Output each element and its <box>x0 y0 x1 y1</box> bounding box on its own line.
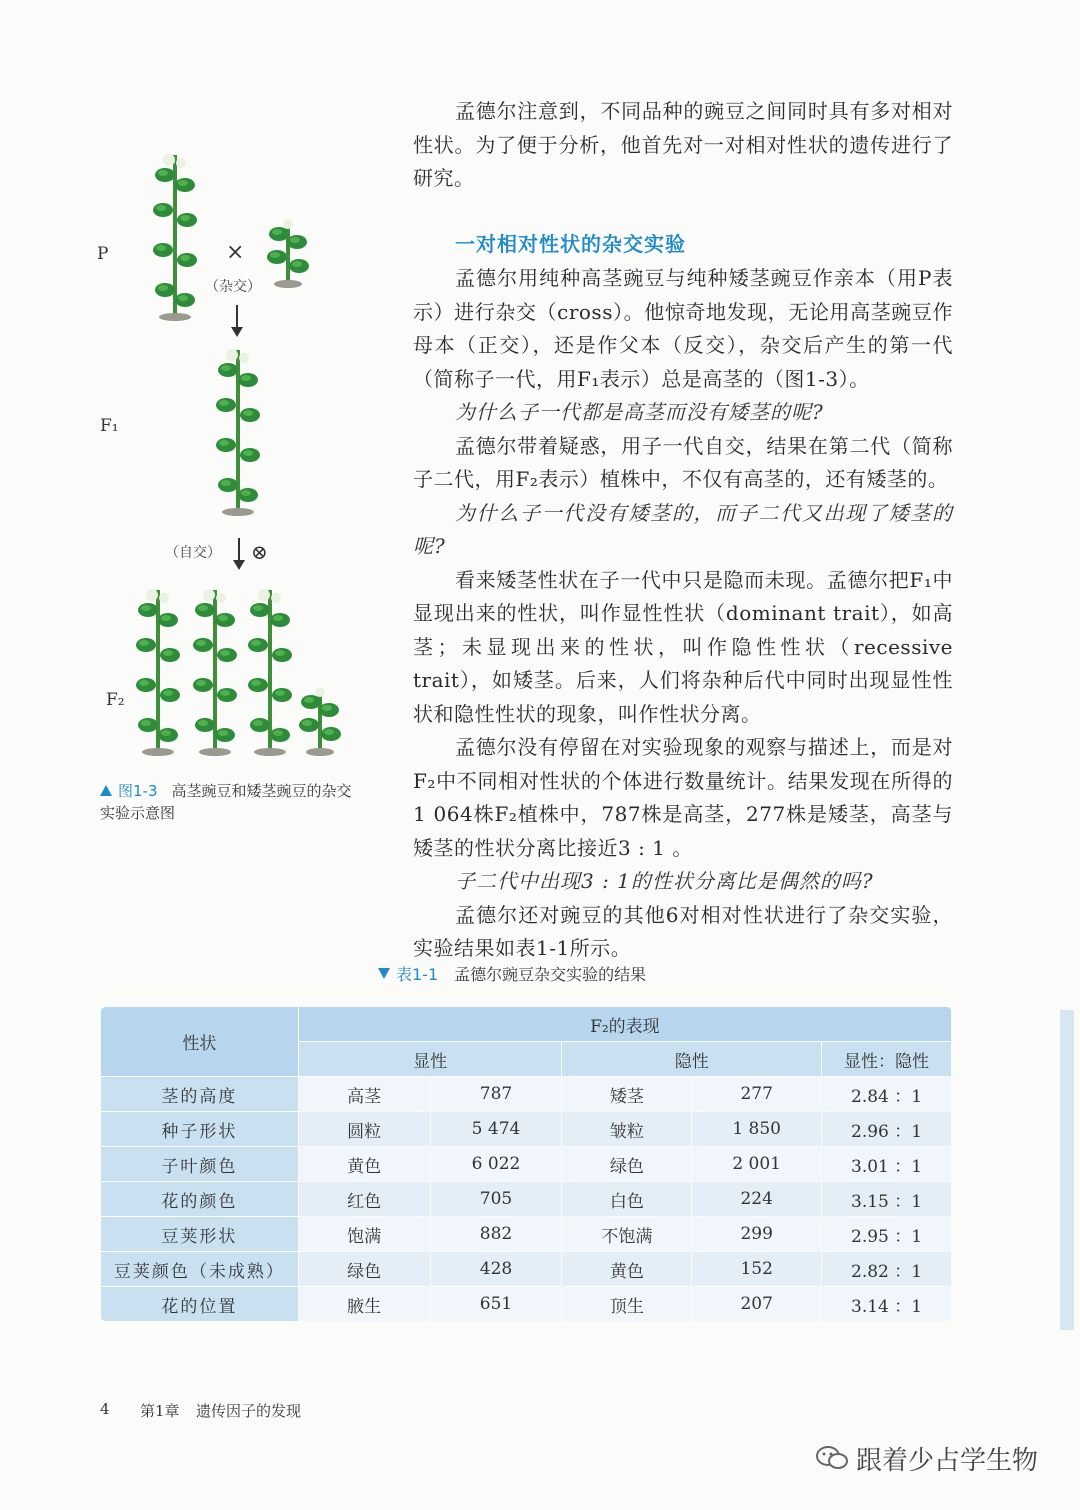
ratio-cell: 3.14 ：1 <box>822 1287 952 1322</box>
table-title-text: 孟德尔豌豆杂交实验的结果 <box>454 965 647 984</box>
ratio-cell: 3.15 ：1 <box>822 1182 952 1217</box>
results-table <box>100 1006 952 1322</box>
pea-plant-figure <box>120 140 380 780</box>
dominant-count: 882 <box>430 1217 562 1252</box>
dominant-cell: 黄色 <box>298 1147 430 1182</box>
table-row <box>101 1112 952 1147</box>
recessive-cell: 顶生 <box>562 1287 692 1322</box>
body-text <box>413 262 953 966</box>
question-1: 为什么子一代都是高茎而没有矮茎的呢? <box>455 400 824 424</box>
cross-symbol: × <box>226 240 245 265</box>
wechat-icon <box>816 1446 848 1470</box>
trait-cell: 子叶颜色 <box>101 1147 299 1182</box>
table-row <box>101 1182 952 1217</box>
header-recessive: 隐性 <box>562 1042 822 1077</box>
table-triangle-icon <box>378 968 390 979</box>
trait-cell: 豆荚形状 <box>101 1217 299 1252</box>
dominant-count: 5 474 <box>430 1112 562 1147</box>
recessive-count: 224 <box>692 1182 822 1217</box>
page-edge-bar <box>1060 1010 1074 1330</box>
intro-paragraph <box>413 95 953 196</box>
recessive-count: 207 <box>692 1287 822 1322</box>
ratio-cell: 2.84 ：1 <box>822 1077 952 1112</box>
figure-caption-text: 高茎豌豆和矮茎豌豆的杂交实验示意图 <box>100 782 352 822</box>
dominant-count: 705 <box>430 1182 562 1217</box>
dominant-cell: 饱满 <box>298 1217 430 1252</box>
recessive-count: 1 850 <box>692 1112 822 1147</box>
question-3: 子二代中出现3 : 1的性状分离比是偶然的吗? <box>455 869 874 893</box>
trait-cell: 花的颜色 <box>101 1182 299 1217</box>
table-row <box>101 1077 952 1112</box>
dominant-cell: 腋生 <box>298 1287 430 1322</box>
dominant-count: 787 <box>430 1077 562 1112</box>
intro-text: 孟德尔注意到，不同品种的豌豆之间同时具有多对相对性状。为了便于分析，他首先对一对相对性状的遗传进行了研究。 <box>413 99 953 190</box>
dominant-count: 6 022 <box>430 1147 562 1182</box>
header-dominant: 显性 <box>298 1042 562 1077</box>
recessive-count: 277 <box>692 1077 822 1112</box>
table-row <box>101 1147 952 1182</box>
dominant-cell: 红色 <box>298 1182 430 1217</box>
dominant-count: 428 <box>430 1252 562 1287</box>
recessive-cell: 不饱满 <box>562 1217 692 1252</box>
section-heading: 一对相对性状的杂交实验 <box>455 232 686 256</box>
paragraph-1: 孟德尔用纯种高茎豌豆与纯种矮茎豌豆作亲本（用P表示）进行杂交（cross）。他惊奇地发现，无论用高茎豌豆作母本（正交），还是作父本（反交），杂交后产生的第一代（简称子一代，用F₁表示）总是高茎的（图1-3）。 <box>413 266 953 391</box>
label-f2: F₂ <box>106 690 125 710</box>
recessive-cell: 白色 <box>562 1182 692 1217</box>
trait-cell: 花的位置 <box>101 1287 299 1322</box>
arrow-to-f2 <box>238 538 240 568</box>
header-ratio: 显性：隐性 <box>822 1042 952 1077</box>
self-label: （自交） <box>165 545 221 561</box>
trait-cell: 豆荚颜色（未成熟） <box>101 1252 299 1287</box>
dominant-cell: 高茎 <box>298 1077 430 1112</box>
f1-tall-plant <box>216 349 260 516</box>
dominant-cell: 圆粒 <box>298 1112 430 1147</box>
caption-triangle-icon <box>100 785 112 796</box>
chapter-label: 第1章 <box>140 1402 180 1420</box>
dominant-cell: 绿色 <box>298 1252 430 1287</box>
chapter-title: 遗传因子的发现 <box>196 1402 302 1420</box>
f2-short-plant <box>299 687 341 756</box>
header-trait: 性状 <box>101 1007 299 1077</box>
f2-tall-plant-2 <box>193 589 237 756</box>
recessive-count: 2 001 <box>692 1147 822 1182</box>
label-f1: F₁ <box>100 416 119 436</box>
figure-number: 图1-3 <box>118 782 158 800</box>
ratio-cell: 2.96 ：1 <box>822 1112 952 1147</box>
recessive-cell: 黄色 <box>562 1252 692 1287</box>
table-number: 表1-1 <box>396 965 439 984</box>
paragraph-5: 孟德尔还对豌豆的其他6对相对性状进行了杂交实验，实验结果如表1-1所示。 <box>413 902 953 960</box>
recessive-count: 299 <box>692 1217 822 1252</box>
table-row <box>101 1217 952 1252</box>
table-row <box>101 1287 952 1322</box>
page-number: 4 <box>100 1400 110 1418</box>
watermark-text: 跟着少占学生物 <box>856 1446 1039 1476</box>
dominant-count: 651 <box>430 1287 562 1322</box>
recessive-cell: 矮茎 <box>562 1077 692 1112</box>
parent-short-plant <box>267 219 309 288</box>
recessive-cell: 绿色 <box>562 1147 692 1182</box>
recessive-count: 152 <box>692 1252 822 1287</box>
ratio-cell: 2.82 ：1 <box>822 1252 952 1287</box>
paragraph-3: 看来矮茎性状在子一代中只是隐而未现。孟德尔把F₁中显现出来的性状，叫作显性性状（dominant trait），如高茎；未显现出来的性状，叫作隐性性状（recessive trait），如矮茎。后来，人们将杂种后代中同时出现显性性状和隐性性状的现象，叫作性状分离。 <box>413 567 953 726</box>
cross-label: （杂交） <box>205 279 261 295</box>
trait-cell: 茎的高度 <box>101 1077 299 1112</box>
trait-cell: 种子形状 <box>101 1112 299 1147</box>
label-p: P <box>97 244 109 264</box>
paragraph-2: 孟德尔带着疑惑，用子一代自交，结果在第二代（简称子二代，用F₂表示）植株中，不仅有高茎的，还有矮茎的。 <box>413 433 953 491</box>
paragraph-4: 孟德尔没有停留在对实验现象的观察与描述上，而是对F₂中不同相对性状的个体进行数量统计。结果发现在所得的1 064株F₂植株中，787株是高茎，277株是矮茎，高茎与矮茎的性状分离比接近3 : 1 。 <box>413 735 953 860</box>
f2-tall-plant-3 <box>248 589 292 756</box>
figure-caption <box>100 780 360 824</box>
ratio-cell: 3.01 ：1 <box>822 1147 952 1182</box>
table-row <box>101 1252 952 1287</box>
ratio-cell: 2.95 ：1 <box>822 1217 952 1252</box>
table-title <box>378 962 646 985</box>
header-f2: F₂的表现 <box>298 1007 951 1042</box>
recessive-cell: 皱粒 <box>562 1112 692 1147</box>
arrow-to-f1 <box>236 305 238 335</box>
parent-tall-plant <box>153 154 197 321</box>
f2-tall-plant-1 <box>136 589 180 756</box>
question-2: 为什么子一代没有矮茎的，而子二代又出现了矮茎的呢? <box>413 500 953 558</box>
self-symbol: ⊗ <box>251 540 268 564</box>
